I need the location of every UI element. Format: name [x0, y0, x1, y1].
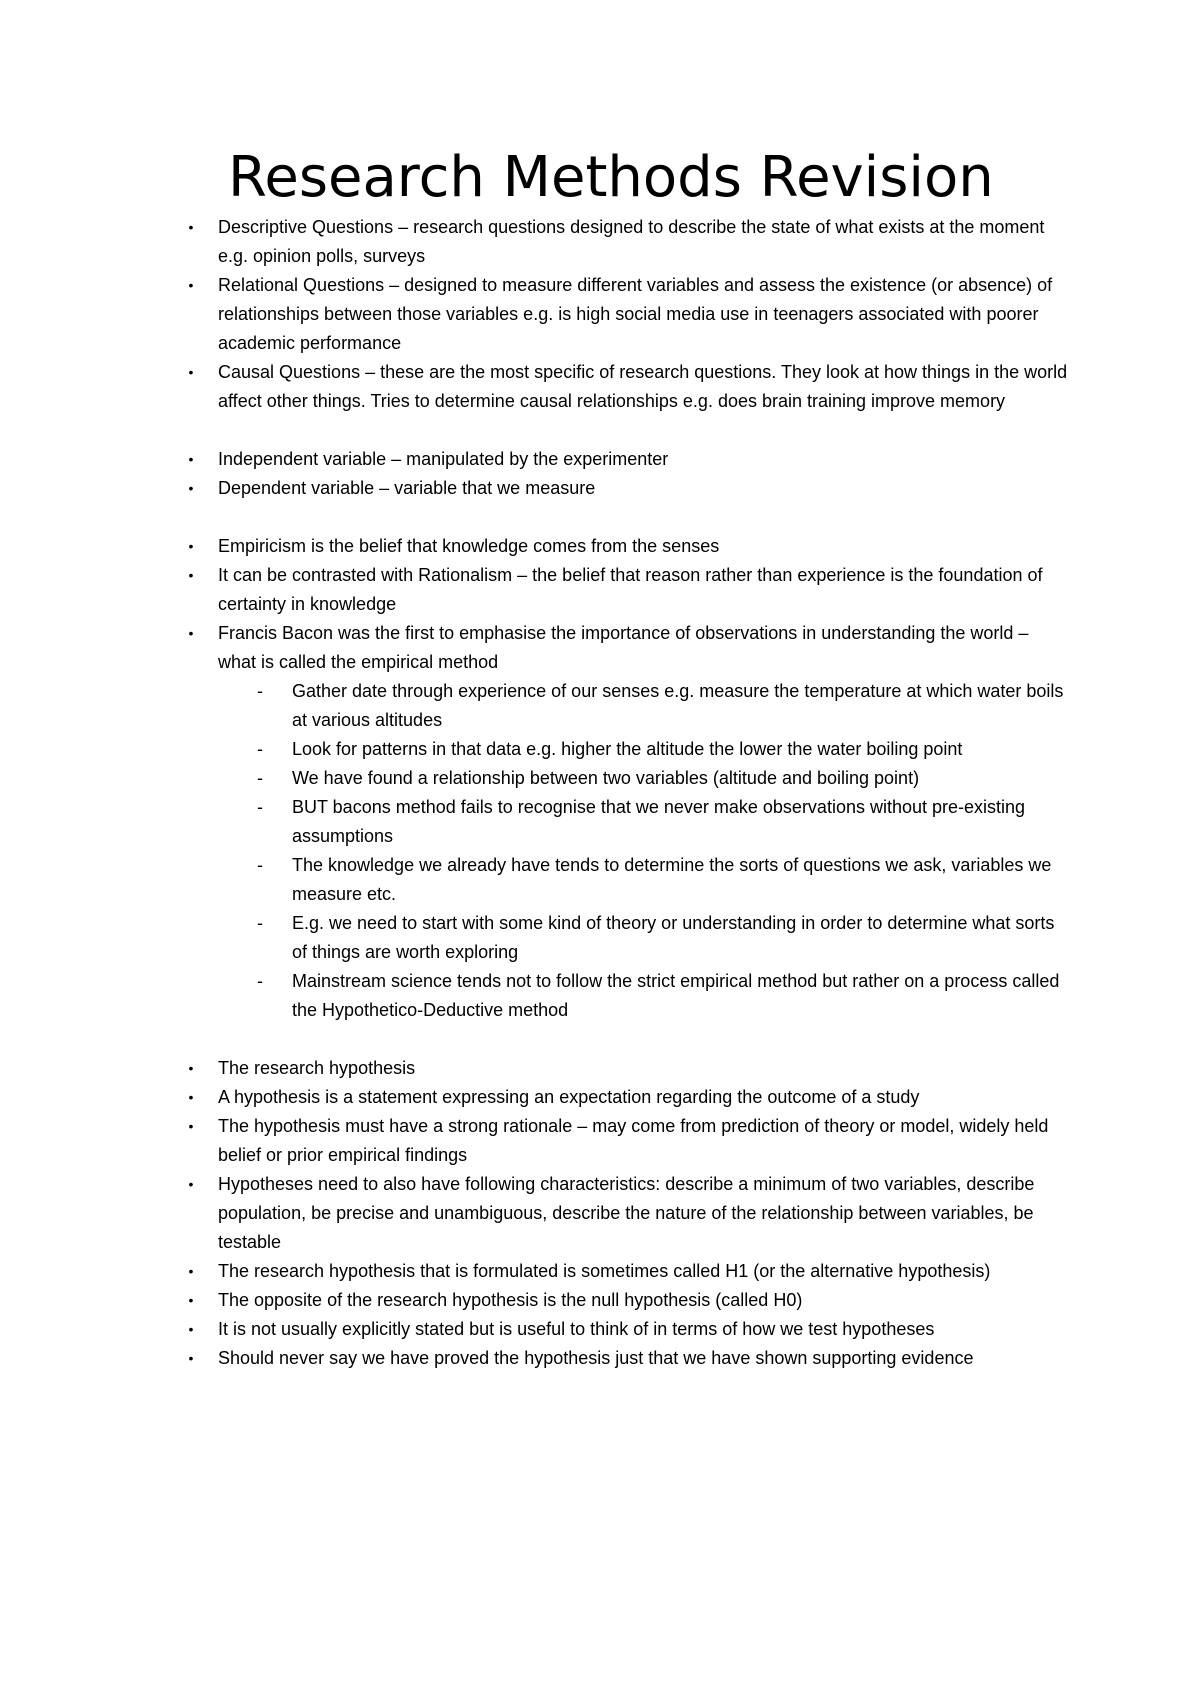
bullet-icon: • — [188, 1350, 194, 1366]
list-item-text: The research hypothesis that is formulated is sometimes called H1 (or the alternative hypothesis) — [218, 1261, 991, 1281]
bullet-icon: • — [188, 451, 194, 467]
sub-list-item-text: Gather date through experience of our senses e.g. measure the temperature at which water boils at various altitudes — [292, 681, 1064, 730]
dash-icon: - — [257, 768, 263, 788]
list-item-text: A hypothesis is a statement expressing an expectation regarding the outcome of a study — [218, 1087, 920, 1107]
list-item — [0, 358, 1068, 416]
sub-list-item — [0, 793, 1072, 851]
bullet-icon: • — [188, 1118, 194, 1134]
dash-icon: - — [257, 797, 263, 817]
bullet-icon: • — [188, 1089, 194, 1105]
list-item-text: Hypotheses need to also have following characteristics: describe a minimum of two variables, describe population, be precise and unambiguous, describe the nature of the relationship between variables, be testable — [218, 1174, 1035, 1252]
list-item-text: Relational Questions – designed to measure different variables and assess the existence (or absence) of relationships between those variables e.g. is high social media use in teenagers associated with poorer academic performance — [218, 275, 1053, 353]
bullet-icon: • — [188, 625, 194, 641]
paragraph-spacer — [0, 1025, 1200, 1054]
bullet-icon: • — [188, 364, 194, 380]
list-item — [0, 271, 1068, 358]
list-item — [0, 619, 1068, 677]
list-item — [0, 1083, 1068, 1112]
list-item-text: Dependent variable – variable that we measure — [218, 478, 596, 498]
variables-list — [0, 445, 1200, 503]
list-item — [0, 1054, 1068, 1083]
document-body — [0, 213, 1200, 1373]
research-questions-list — [0, 213, 1200, 416]
hypothesis-list — [0, 1054, 1200, 1373]
sub-list-item-text: The knowledge we already have tends to determine the sorts of questions we ask, variables we measure etc. — [292, 855, 1052, 904]
list-item — [0, 1112, 1068, 1170]
dash-icon: - — [257, 681, 263, 701]
bullet-icon: • — [188, 1060, 194, 1076]
bullet-icon: • — [188, 1263, 194, 1279]
list-item-text: It is not usually explicitly stated but is useful to think of in terms of how we test hypotheses — [218, 1319, 935, 1339]
list-item-text: Empiricism is the belief that knowledge comes from the senses — [218, 536, 720, 556]
list-item-text: Causal Questions – these are the most specific of research questions. They look at how things in the world affect other things. Tries to determine causal relationships e.g. does brain training improve memory — [218, 362, 1068, 411]
list-item — [0, 1315, 1068, 1344]
dash-icon: - — [257, 739, 263, 759]
sub-list-item-text: Look for patterns in that data e.g. higher the altitude the lower the water boiling point — [292, 739, 963, 759]
paragraph-spacer — [0, 416, 1200, 445]
list-item — [0, 1286, 1068, 1315]
sub-list-item — [0, 677, 1072, 735]
bullet-icon: • — [188, 480, 194, 496]
dash-icon: - — [257, 855, 263, 875]
list-item — [0, 445, 1068, 474]
bullet-icon: • — [188, 1321, 194, 1337]
list-item-text: Independent variable – manipulated by the experimenter — [218, 449, 669, 469]
sub-list-item-text: E.g. we need to start with some kind of theory or understanding in order to determine what sorts of things are worth exploring — [292, 913, 1055, 962]
paragraph-spacer — [0, 503, 1200, 532]
empiricism-list — [0, 532, 1200, 677]
list-item — [0, 1344, 1068, 1373]
list-item-text: Francis Bacon was the first to emphasise the importance of observations in understanding the world – what is called the empirical method — [218, 623, 1029, 672]
bullet-icon: • — [188, 538, 194, 554]
bullet-icon: • — [188, 1292, 194, 1308]
dash-icon: - — [257, 971, 263, 991]
list-item-text: The opposite of the research hypothesis is the null hypothesis (called H0) — [218, 1290, 803, 1310]
bullet-icon: • — [188, 1176, 194, 1192]
bullet-icon: • — [188, 567, 194, 583]
dash-icon: - — [257, 913, 263, 933]
sub-list-item — [0, 851, 1072, 909]
sub-list-item — [0, 909, 1072, 967]
list-item-text: Descriptive Questions – research questions designed to describe the state of what exists at the moment e.g. opinion polls, surveys — [218, 217, 1045, 266]
list-item-text: The hypothesis must have a strong rationale – may come from prediction of theory or model, widely held belief or prior empirical findings — [218, 1116, 1049, 1165]
list-item — [0, 561, 1068, 619]
empirical-method-sublist — [0, 677, 1200, 1025]
bullet-icon: • — [188, 277, 194, 293]
list-item — [0, 1257, 1068, 1286]
sub-list-item-text: BUT bacons method fails to recognise that we never make observations without pre-existing assumptions — [292, 797, 1026, 846]
sub-list-item-text: Mainstream science tends not to follow the strict empirical method but rather on a process called the Hypothetico-Deductive method — [292, 971, 1060, 1020]
list-item-text: The research hypothesis — [218, 1058, 416, 1078]
page-title: Research Methods Revision — [228, 145, 994, 210]
list-item — [0, 213, 1068, 271]
sub-list-item — [0, 735, 1072, 764]
bullet-icon: • — [188, 219, 194, 235]
list-item-text: Should never say we have proved the hypothesis just that we have shown supporting evidence — [218, 1348, 974, 1368]
sub-list-item — [0, 764, 1072, 793]
list-item — [0, 532, 1068, 561]
sub-list-item-text: We have found a relationship between two variables (altitude and boiling point) — [292, 768, 920, 788]
list-item — [0, 1170, 1068, 1257]
sub-list-item — [0, 967, 1072, 1025]
list-item — [0, 474, 1068, 503]
list-item-text: It can be contrasted with Rationalism – the belief that reason rather than experience is the foundation of certainty in knowledge — [218, 565, 1043, 614]
